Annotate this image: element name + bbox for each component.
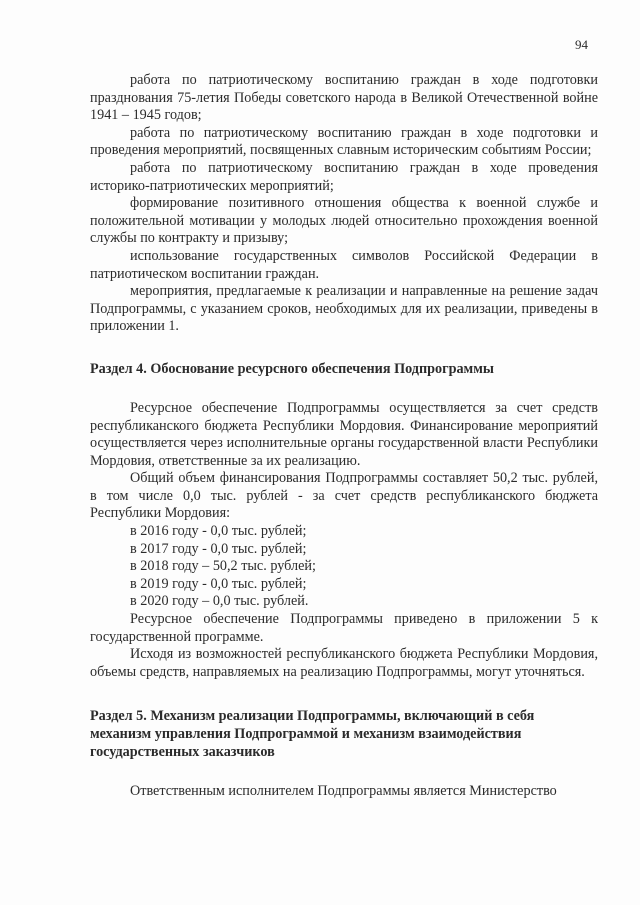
section-5-heading-line: механизм управления Подпрограммой и механизм взаимодействия: [90, 726, 522, 743]
paragraph: Общий объем финансирования Подпрограммы составляет 50,2 тыс. рублей, в том числе 0,0 тыс. рублей - за счет средств республиканского бюджета Республики Мордовия:: [90, 470, 598, 522]
paragraph: Ресурсное обеспечение Подпрограммы приведено в приложении 5 к государственной программе.: [90, 611, 598, 645]
document-body: [90, 72, 598, 801]
paragraph: Ресурсное обеспечение Подпрограммы осуществляется за счет средств республиканского бюджета Республики Мордовия. Финансирование мероприятий осуществляется через исполнительные органы государственной власти Республики Мордовия, ответственные за их реализацию.: [90, 399, 598, 469]
funding-year-item: в 2018 году – 50,2 тыс. рублей;: [130, 558, 316, 575]
paragraph: работа по патриотическому воспитанию граждан в ходе подготовки и проведения мероприятий, посвященных славным историческим событиям России;: [90, 124, 598, 159]
funding-year-item: в 2019 году - 0,0 тыс. рублей;: [130, 575, 307, 592]
section-5-heading-line: государственных заказчиков: [90, 744, 275, 761]
paragraph: Исходя из возможностей республиканского бюджета Республики Мордовия, объемы средств, направляемых на реализацию Подпрограммы, могут уточняться.: [90, 646, 598, 680]
section-4-heading: Раздел 4. Обоснование ресурсного обеспечения Подпрограммы: [90, 360, 494, 377]
paragraph: использование государственных символов Российской Федерации в патриотическом воспитании граждан.: [90, 247, 598, 282]
funding-year-item: в 2016 году - 0,0 тыс. рублей;: [130, 523, 307, 540]
funding-year-item: в 2017 году - 0,0 тыс. рублей;: [130, 540, 307, 557]
paragraph: работа по патриотическому воспитанию граждан в ходе проведения историко-патриотических мероприятий;: [90, 159, 598, 194]
section-5-heading: [90, 707, 598, 761]
paragraph: Ответственным исполнителем Подпрограммы является Министерство: [130, 783, 557, 800]
funding-year-item: в 2020 году – 0,0 тыс. рублей.: [130, 593, 309, 610]
paragraph: формирование позитивного отношения общества к военной службе и положительной мотивации у молодых людей относительно прохождения военной службы по контракту и призыву;: [90, 195, 598, 247]
page-number: 94: [575, 37, 588, 52]
paragraph: работа по патриотическому воспитанию граждан в ходе подготовки празднования 75-летия Победы советского народа в Великой Отечественной войне 1941 – 1945 годов;: [90, 72, 598, 124]
section-5-heading-line: Раздел 5. Механизм реализации Подпрограммы, включающий в себя: [90, 708, 535, 725]
paragraph: мероприятия, предлагаемые к реализации и направленные на решение задач Подпрограммы, с указанием сроков, необходимых для их реализации, приведены в приложении 1.: [90, 283, 598, 335]
